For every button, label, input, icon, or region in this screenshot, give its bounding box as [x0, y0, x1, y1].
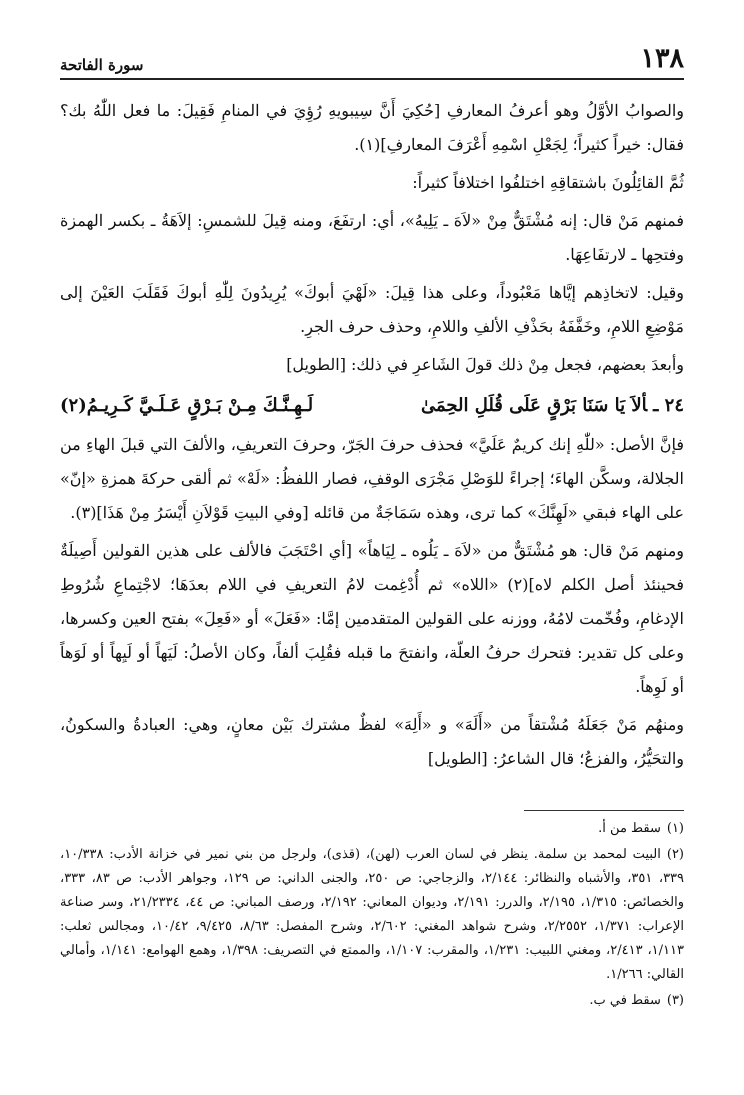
verse-first-half: [421, 386, 684, 426]
footnote: [60, 817, 684, 841]
verse-number: ٢٤ ـ: [653, 395, 684, 416]
footnote-text: سقط في ب.: [589, 993, 661, 1008]
surah-title: سورة الفاتحة: [60, 56, 144, 74]
paragraph: فمنهم مَنْ قال: إنه مُشْتَقٌّ مِنْ «لاَهَ ـ يَلِيهُ»، أي: ارتفَعَ، ومنه قِيلَ للشمسِ: إلاَهَةُ ـ بكسر الهمزة وفتحِها ـ لارتفَاعِهَا.: [60, 211, 684, 264]
paragraph: ثُمَّ القائِلُونَ باشتقاقِهِ اختلفُوا اختلافاً كثيراً:: [412, 173, 684, 192]
page-header: [60, 40, 684, 80]
paragraph: ومنهم مَنْ قال: هو مُشْتَقٌّ من «لاَهَ ـ يَلُوه ـ لِيَاهاً» [أي احْتَجَبَ فالألف على هذين القولين أَصِيلَةٌ فحينئذ أصل الكلم لاه](٢) «اللاه» ثم أُدْغِمت لامُ التعريفِ في اللام بعدَهَا؛ لاجْتِماعِ شُرُوطِ الإدغامِ، وفُخّمت لامُهُ، ووزنه على القولين المتقدمين إمَّا: «فَعَلَ» أو «فَعِلَ» بفتح العين وكسرها، وعلى كل تقدير: فتحرك حرفُ العلّة، وانفتحَ ما قبله فقُلِبَ ألفاً، وكان الأصلُ: لَيَهاً أو لَيِهاً أو لَوَهاً أو لَوِهاً.: [60, 541, 685, 696]
footnote-text: البيت لمحمد بن سلمة. ينظر في لسان العرب (لهن)، (قذى)، ولرجل من بني نمير في خزانة الأدب: ١٠/٣٣٨، ٣٣٩، ٣٥١، والأشباه والنظائر: ٢/١٤٤، والزجاجي: ص ٢٥٠، والجنى الداني: ص ١٢٩، وجواهر الأدب: ص ٨٣، ٣٣٣، والخصائص: ١/٣١٥، ٢/١٩٥، والدرر: ٢/١٩١، وديوان المعاني: ٢/١٩٢، ورصف المباني: ص ٤٤، ٢١/٢٣٣٤، وسر صناعة الإعراب: ١/٣٧١، ٢/٢٥٥٢، وشرح شواهد المغني: ٢/٦٠٢، وشرح المفصل: ٨/٦٣، ٩/٤٢٥، ١٠/٤٢، ومجالس ثعلب: ١/١١٣، ٢/٤١٣، ومغني اللبيب: ١/٢٣١، والمقرب: ١/١٠٧، والممتع في التصريف: ١/٣٩٨، وهمع الهوامع: ١/١٤١، وأمالي القالي: ١/٢٦٦.: [60, 847, 685, 982]
paragraph: وأبعدَ بعضهم، فجعل مِنْ ذلك قولَ الشَاعرِ في ذلك: [الطويل]: [286, 355, 684, 374]
footnotes: [60, 817, 684, 1013]
footnote-separator: [524, 810, 684, 811]
paragraph: ومنهُم مَنْ جَعَلَهُ مُشْتقاً من «أَلَهَ» و «أَلِهَ» لفظٌ مشترك بَيْن معانٍ، وهي: العبادةُ والسكونُ، والتحَيُّرُ، والفزعُ؛ قال الشاعرُ: [الطويل]: [60, 715, 684, 768]
footnote-text: سقط من أ.: [598, 821, 661, 836]
footnote-number: (٣): [666, 993, 684, 1008]
footnote: [60, 989, 684, 1013]
page: [60, 40, 684, 1015]
verse-hemistich-2: لَـهِـنَّـكَ مِـنْ بَـرْقٍ عَـلَـيَّ كَـرِيـمُ(٢): [60, 395, 314, 416]
footnote: [60, 843, 684, 987]
footnote-number: (١): [666, 821, 684, 836]
page-number: ١٣٨: [640, 43, 684, 74]
poetry-verse: [60, 386, 684, 426]
verse-hemistich-1: ألاَ يَا سَنَا بَرْقٍ عَلَى قُلَلِ الحِمَىٰ: [420, 395, 648, 416]
paragraph: فإنَّ الأصل: «للّٰهِ إنك كريمٌ عَلَيَّ» فحذف حرفَ الجَرّ، وحرفَ التعريفِ، والألفَ التي قبلَ الهاءِ من الجلالة، وسكَّن الهاءَ؛ إجراءً للوَصْلِ مَجْرَى الوقفِ، فصار اللفظُ: «لَهْ» ثم ألقى حركةَ همزةِ «إنّ» على الهاء فبقي «لَهِنَّكَ» كما ترى، وهذه سَمَاجَةٌ من قائله [وفي البيتِ قَوْلاَنِ أَيْسَرُ مِنْ هَذَا](٣).: [60, 435, 684, 522]
main-text: [60, 94, 684, 776]
paragraph: والصوابُ الأوَّلُ وهو أعرفُ المعارفِ [حُكِيَ أَنَّ سِيبويهِ رُؤِيَ في المنامِ فَقِيلَ: ما فعل اللّٰهُ بك؟ فقال: خيراً كثيراً؛ لِجَعْلِ اسْمِهِ أَعْرَفَ المعارفِ](١).: [60, 101, 684, 154]
footnote-number: (٢): [666, 847, 684, 862]
paragraph: وقيل: لاتخاذِهم إيَّاها مَعْبُوداً، وعلى هذا قِيلَ: «لَهْيَ أبوكَ» يُرِيدُونَ لِلّٰهِ أبوكَ فَقَلَبَ العَيْنَ إلى مَوْضِعِ اللامِ، وخَفَّفَهُ بحَذْفِ الألفِ واللامِ، وحذف حرف الجرِ.: [60, 283, 684, 336]
